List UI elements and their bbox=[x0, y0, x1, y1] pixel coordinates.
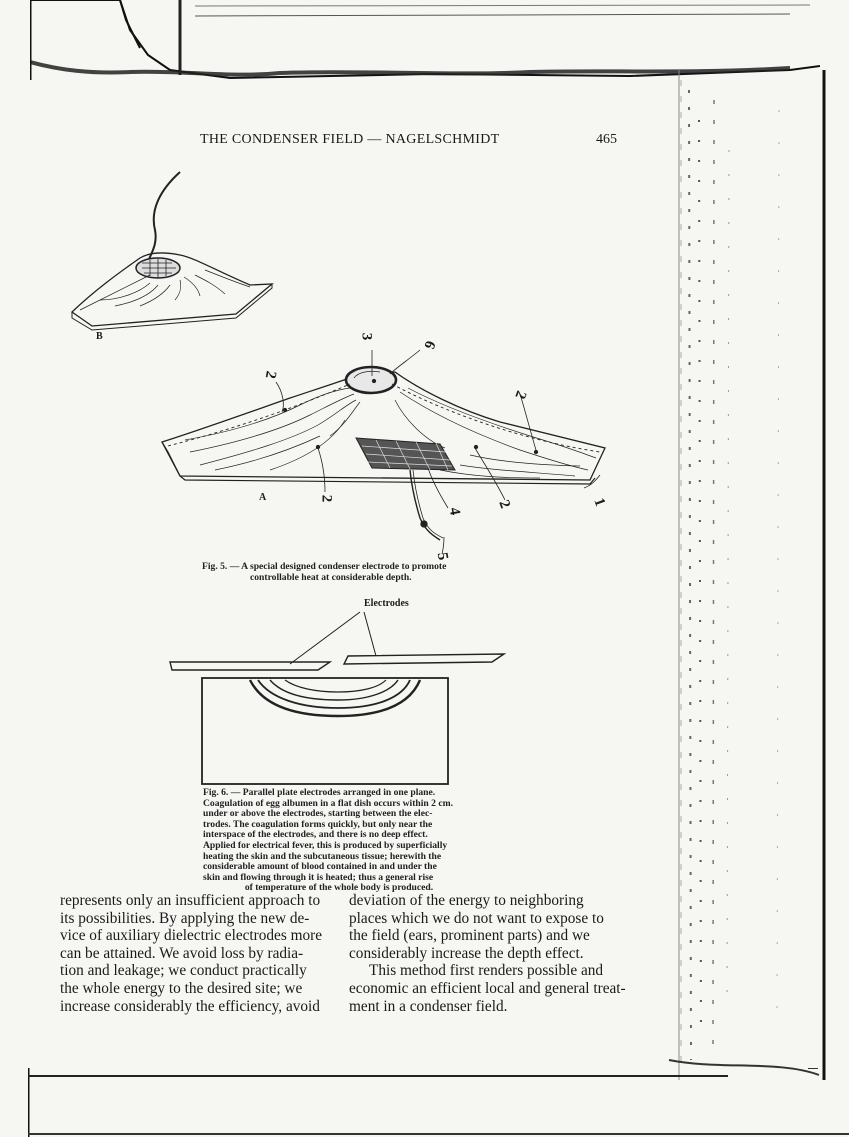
figure-6-caption-line: interspace of the electrodes, and there is no deep effect. bbox=[203, 829, 428, 841]
figure-5-number-4: 4 bbox=[445, 506, 463, 517]
figure-5-number-2-left-bottom: 2 bbox=[318, 494, 335, 503]
body-line: the whole energy to the desired site; we bbox=[60, 979, 303, 997]
body-line: tion and leakage; we conduct practically bbox=[60, 962, 307, 980]
figure-5-caption-line: Fig. 5. — A special designed condenser electrode to promote bbox=[202, 561, 447, 572]
electrodes-label: Electrodes bbox=[364, 598, 409, 609]
figure-5-number-2-left-top: 2 bbox=[261, 369, 279, 380]
figure-6-caption-line: Coagulation of egg albumen in a flat dish occurs within 2 cm. bbox=[203, 797, 453, 809]
figure-5-number-3: 3 bbox=[358, 332, 375, 341]
figure-6-caption-line: of temperature of the whole body is produced. bbox=[244, 882, 434, 894]
figure-5-caption-line: controllable heat at considerable depth. bbox=[250, 571, 412, 583]
running-head: THE CONDENSER FIELD — NAGELSCHMIDT bbox=[200, 132, 500, 147]
figure-5b-label: B bbox=[96, 331, 103, 342]
body-line: economic an efficient local and general treat- bbox=[349, 979, 626, 997]
body-line: the field (ears, prominent parts) and we bbox=[349, 927, 590, 945]
body-line: its possibilities. By applying the new de- bbox=[60, 909, 310, 927]
figure-6-caption-line: Applied for electrical fever, this is produced by superficially bbox=[203, 839, 448, 851]
body-line: places which we do not want to expose to bbox=[349, 909, 604, 927]
body-line: deviation of the energy to neighboring bbox=[349, 892, 584, 909]
figure-5-number-6: 6 bbox=[420, 338, 439, 351]
figure-5-number-1: 1 bbox=[590, 496, 609, 509]
figure-6-caption-line: heating the skin and the subcutaneous tissue; herewith the bbox=[203, 850, 442, 862]
body-line: ment in a condenser field. bbox=[349, 997, 508, 1015]
figure-6-drawing bbox=[170, 612, 504, 784]
figure-6-caption-line: skin and flowing through it is heated; thus a general rise bbox=[203, 871, 434, 883]
figure-5a-label: A bbox=[259, 492, 267, 503]
body-line: This method first renders possible and bbox=[369, 962, 604, 980]
body-line: considerably increase the depth effect. bbox=[349, 944, 584, 962]
figure-5b-electrode bbox=[72, 172, 272, 330]
body-line: increase considerably the efficiency, avoid bbox=[60, 997, 320, 1015]
figure-5-number-2-right-bottom: 2 bbox=[495, 498, 514, 511]
figure-6-caption bbox=[203, 788, 475, 894]
figure-5a-electrode bbox=[162, 350, 605, 554]
body-line: vice of auxiliary dielectric electrodes more bbox=[60, 927, 323, 945]
figure-6-caption-line: trodes. The coagulation forms quickly, but only near the bbox=[203, 818, 433, 830]
figure-6-caption-line: Fig. 6. — Parallel plate electrodes arranged in one plane. bbox=[203, 787, 436, 798]
figure-5-caption bbox=[202, 562, 492, 583]
body-column-left bbox=[60, 892, 332, 1015]
body-line: can be attained. We avoid loss by radia- bbox=[60, 944, 304, 962]
figure-6-caption-line: considerable amount of blood contained in and under the bbox=[203, 861, 437, 873]
body-line: represents only an insufficient approach to bbox=[60, 892, 321, 909]
figure-5-number-5: 5 bbox=[433, 551, 451, 562]
body-column-right bbox=[349, 892, 626, 1015]
figure-5-number-2-right-top: 2 bbox=[511, 388, 530, 401]
page-number: 465 bbox=[596, 132, 617, 147]
figure-6-caption-line: under or above the electrodes, starting between the elec- bbox=[203, 808, 433, 820]
